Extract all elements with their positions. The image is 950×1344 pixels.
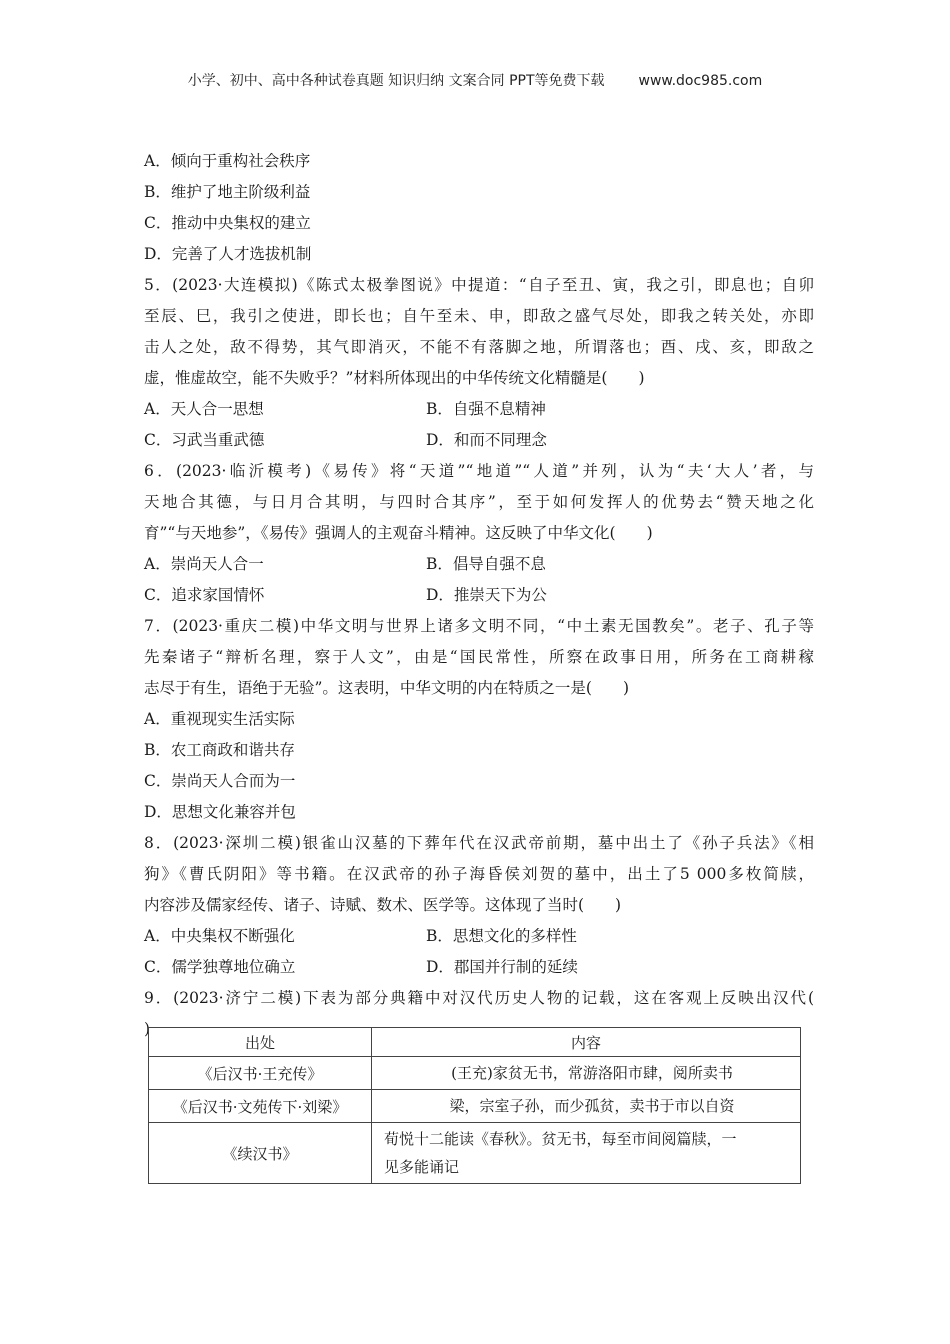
q5-stem-line: 5．(2023·大连模拟)《陈式太极拳图说》中提道：“自子至丑、寅，我之引，即息也；自卯 [144, 276, 814, 294]
q5-option-a: A．天人合一思想 [144, 400, 264, 418]
table-cell-content [372, 1123, 801, 1184]
q6-stem-line: 6．(2023·临沂模考)《易传》将“天道”“地道”“人道”并列，认为“夫‘大人’者，与 [144, 462, 814, 480]
page-header [0, 70, 950, 90]
q4-option-d: D．完善了人才选拔机制 [144, 245, 312, 263]
q5-stem-line: 至辰、巳，我引之使进，即长也；自午至未、申，即敌之盛气尽处，即我之转关处，亦即 [144, 307, 814, 325]
q7-option-c: C．崇尚天人合而为一 [144, 772, 296, 790]
header-title: 小学、初中、高中各种试卷真题 知识归纳 文案合同 PPT等免费下载 [187, 73, 605, 89]
table-cell-source: 《后汉书·文苑传下·刘梁》 [149, 1090, 372, 1123]
q8-option-c: C．儒学独尊地位确立 [144, 958, 296, 976]
header-url[interactable]: www.doc985.com [638, 73, 763, 89]
q6-option-a: A．崇尚天人合一 [144, 555, 264, 573]
table-cell-source: 《后汉书·王充传》 [149, 1057, 372, 1090]
q6-stem-line: 育”“与天地参”，《易传》强调人的主观奋斗精神。这反映了中华文化( ) [144, 524, 653, 542]
q6-options-row [144, 549, 814, 580]
q5-option-c: C．习武当重武德 [144, 431, 265, 449]
q6-option-c: C．追求家国情怀 [144, 586, 265, 604]
q6-stem-line: 天地合其德，与日月合其明，与四时合其序”，至于如何发挥人的优势去“赞天地之化 [144, 493, 814, 511]
table-header-content: 内容 [372, 1028, 801, 1057]
q8-options-row [144, 952, 814, 983]
q7-option-a: A．重视现实生活实际 [144, 710, 295, 728]
q8-stem-line: 8．(2023·深圳二模)银雀山汉墓的下葬年代在汉武帝前期，墓中出土了《孙子兵法》《相 [144, 834, 814, 852]
table-row [149, 1123, 801, 1184]
table-header-row [149, 1028, 801, 1057]
table-header-source: 出处 [149, 1028, 372, 1057]
table-cell-content: 梁，宗室子孙，而少孤贫，卖书于市以自资 [372, 1090, 801, 1123]
q8-stem-line: 内容涉及儒家经传、诸子、诗赋、数术、医学等。这体现了当时( ) [144, 896, 622, 914]
question-content [144, 146, 814, 1045]
q4-option-a: A．倾向于重构社会秩序 [144, 152, 311, 170]
table-cell-content-line: 荀悦十二能读《春秋》。贫无书，每至市间阅篇牍，一 [384, 1130, 737, 1148]
q7-option-d: D．思想文化兼容并包 [144, 803, 296, 821]
q8-option-a: A．中央集权不断强化 [144, 927, 295, 945]
q9-stem-line: 9．(2023·济宁二模)下表为部分典籍中对汉代历史人物的记载，这在客观上反映出汉代( [144, 989, 814, 1007]
q5-stem-line: 击人之处，敌不得势，其气即消灭，不能不有落脚之地，所谓落也；酉、戌、亥，即敌之 [144, 338, 814, 356]
q9-stem-line: ) [144, 1020, 151, 1038]
table-cell-content-line: 见多能诵记 [384, 1158, 460, 1176]
table-cell-source: 《续汉书》 [149, 1123, 372, 1184]
q6-option-b: B．倡导自强不息 [426, 555, 546, 573]
q8-option-d: D．郡国并行制的延续 [426, 958, 578, 976]
q6-options-row [144, 580, 814, 611]
q8-stem-line: 狗》《曹氏阴阳》等书籍。在汉武帝的孙子海昏侯刘贺的墓中，出土了5 000多枚简牍， [144, 865, 814, 883]
q5-option-b: B．自强不息精神 [426, 400, 546, 418]
q5-options-row [144, 425, 814, 456]
q7-stem-line: 7．(2023·重庆二模)中华文明与世界上诸多文明不同，“中土素无国教矣”。老子、孔子等 [144, 617, 814, 635]
q6-option-d: D．推崇天下为公 [426, 586, 547, 604]
q7-stem-line: 志尽于有生，语绝于无验”。这表明，中华文明的内在特质之一是( ) [144, 679, 630, 697]
q7-stem-line: 先秦诸子“辩析名理，察于人文”，由是“国民常性，所察在政事日用，所务在工商耕稼 [144, 648, 814, 666]
q5-option-d: D．和而不同理念 [426, 431, 547, 449]
table-cell-content: (王充)家贫无书，常游洛阳市肆，阅所卖书 [372, 1057, 801, 1090]
q4-option-b: B．维护了地主阶级利益 [144, 183, 311, 201]
q5-stem-line: 虚，惟虚故空，能不失败乎？”材料所体现出的中华传统文化精髓是( ) [144, 369, 645, 387]
q9-table [148, 1027, 801, 1184]
q8-option-b: B．思想文化的多样性 [426, 927, 577, 945]
table-row [149, 1057, 801, 1090]
table-row [149, 1090, 801, 1123]
q8-options-row [144, 921, 814, 952]
q5-options-row [144, 394, 814, 425]
q7-option-b: B．农工商政和谐共存 [144, 741, 295, 759]
q4-option-c: C．推动中央集权的建立 [144, 214, 311, 232]
